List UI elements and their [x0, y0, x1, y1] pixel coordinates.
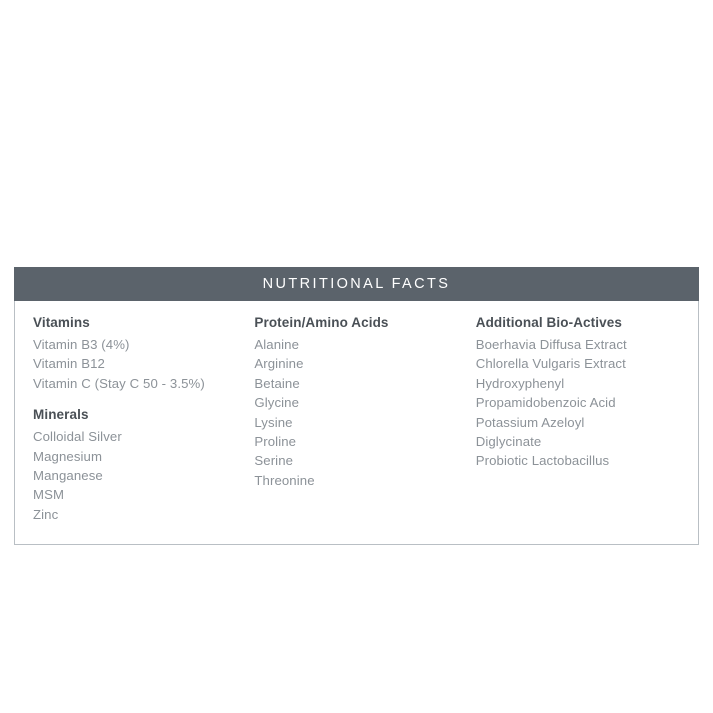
list-item: Propamidobenzoic Acid [475, 395, 616, 411]
list-item: Diglycinate [475, 434, 542, 450]
list-additional-bio-actives [476, 335, 680, 471]
group-title-protein-amino-acids: Protein/Amino Acids [254, 315, 389, 330]
list-item: Serine [254, 453, 294, 469]
panel-body [14, 301, 699, 545]
column-additional-bio-actives [476, 315, 680, 524]
list-item: Colloidal Silver [33, 429, 122, 445]
list-item: Proline [254, 434, 297, 450]
list-item: Vitamin B3 (4%) [33, 337, 130, 352]
nutritional-facts-panel [14, 267, 699, 545]
list-item: Chlorella Vulgaris Extract [475, 356, 626, 372]
list-item: Arginine [254, 356, 304, 372]
group-title-vitamins: Vitamins [33, 315, 90, 330]
list-item: Alanine [254, 337, 300, 352]
list-item: Manganese [33, 468, 103, 484]
list-item: Boerhavia Diffusa Extract [475, 337, 627, 352]
list-item: Lysine [254, 414, 293, 430]
column-vitamins-minerals [33, 315, 254, 524]
column-protein-amino-acids [254, 315, 475, 524]
list-item: Betaine [254, 375, 300, 391]
panel-header-title: NUTRITIONAL FACTS [262, 276, 451, 292]
list-item: Magnesium [33, 448, 103, 464]
list-vitamins [33, 335, 254, 393]
list-item: Threonine [254, 472, 315, 488]
list-item: Probiotic Lactobacillus [475, 453, 610, 469]
list-protein-amino-acids [254, 335, 475, 490]
list-item: Vitamin B12 [33, 356, 105, 372]
group-title-minerals: Minerals [33, 407, 89, 423]
panel-header [14, 267, 699, 301]
list-item: Vitamin C (Stay C 50 - 3.5%) [33, 375, 205, 391]
list-item: Hydroxyphenyl [475, 375, 565, 391]
list-minerals [33, 427, 254, 524]
list-item: MSM [33, 487, 65, 503]
list-item: Potassium Azeloyl [475, 414, 585, 430]
list-item: Zinc [33, 506, 59, 522]
list-item: Glycine [254, 395, 300, 411]
group-title-additional-bio-actives: Additional Bio-Actives [475, 315, 622, 330]
